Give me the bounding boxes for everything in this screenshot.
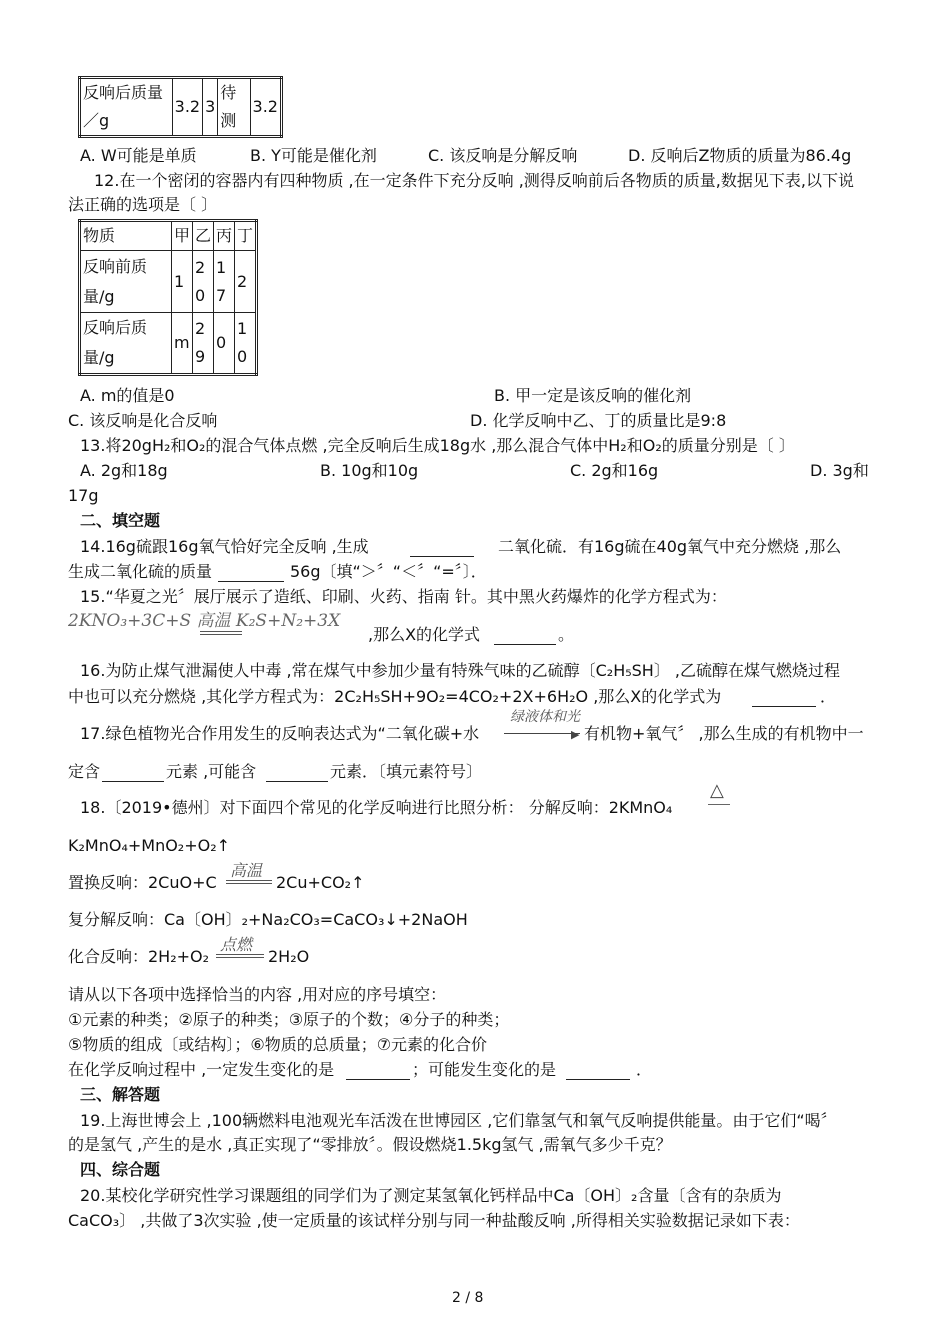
- q19-line1: 19.上海世博会上 ,100辆燃料电池观光车活泼在世博园区 ,它们靠氢气和氧气反响提供能量。由于它们“喝〞: [80, 1111, 837, 1130]
- table-cell: 10: [234, 313, 256, 375]
- table-top: [78, 76, 283, 138]
- q15-blank[interactable]: [494, 628, 556, 645]
- q14-line2b: 56g〔填“＞〞“＜〞“=〞〕．: [290, 562, 487, 581]
- arrow-right-icon: [504, 733, 580, 734]
- q16-line2b: ．: [820, 687, 837, 706]
- equals-sign-icon: [216, 954, 264, 958]
- q18-line1: 18.〔2019•德州〕对下面四个常见的化学反响进行比照分析： 分解反响：2KMnO₄: [80, 798, 673, 817]
- equals-sign-icon: [200, 631, 242, 635]
- table-cell: 反响后质量／g: [80, 78, 173, 137]
- table-cell: 待测: [218, 78, 250, 137]
- table-cell: 3.2: [172, 78, 202, 137]
- arrow-head-icon: ▶: [571, 728, 580, 741]
- q13-line1: 13.将20gH₂和O₂的混合气体点燃 ,完全反响后生成18g水 ,那么混合气体中H₂和O₂的质量分别是〔 〕: [80, 436, 795, 455]
- q18-options-2: ⑤物质的组成〔或结构〕；⑥物质的总质量；⑦元素的化合价: [68, 1035, 488, 1054]
- table-cell: 29: [192, 313, 213, 375]
- q18-substitution-tail: 2Cu+CO₂↑: [276, 873, 365, 892]
- q18-combination-tail: 2H₂O: [268, 947, 310, 966]
- q15-equation: 2KNO₃+3C+S 高温 K₂S+N₂+3X: [68, 611, 341, 631]
- q15-tail2: 。: [558, 625, 575, 644]
- q16-line1: 16.为防止煤气泄漏使人中毒 ,常在煤气中参加少量有特殊气味的乙硫醇〔C₂H₅SH〕 ,乙硫醇在煤气燃烧过程: [80, 661, 841, 680]
- table-header: 丙: [213, 221, 234, 251]
- table-cell: 3: [203, 78, 218, 137]
- q17-part1: 17.绿色植物光合作用发生的反响表达式为“二氧化碳+水: [80, 724, 480, 743]
- table-header: 甲: [171, 221, 192, 251]
- section-title-fill: 二、填空题: [80, 511, 161, 530]
- table-cell: 17: [213, 251, 234, 313]
- q14-line2a: 生成二氧化硫的质量: [68, 562, 213, 581]
- q11-option-a: A. W可能是单质: [80, 146, 197, 165]
- q14-line1a: 14.16g硫跟16g氧气恰好完全反响 ,生成: [80, 537, 369, 556]
- q12-option-a: A. m的值是0: [80, 386, 175, 405]
- q18-last-b: ；可能发生变化的是: [412, 1060, 557, 1079]
- q13-option-b: B. 10g和10g: [320, 461, 419, 480]
- condition-line: [708, 804, 730, 805]
- q13-option-d-cont: 17g: [68, 486, 99, 505]
- q15-line1: 15.“华夏之光〞展厅展示了造纸、印刷、火药、指南 针。其中黑火药爆炸的化学方程式为：: [80, 587, 727, 606]
- table-header: 物质: [80, 221, 172, 251]
- q12-option-d: D. 化学反响中乙、丁的质量比是9:8: [470, 411, 727, 430]
- equals-sign-icon: [226, 880, 272, 884]
- q18-substitution-label: 置换反响：2CuO+C: [68, 873, 217, 892]
- q14-blank-1[interactable]: [410, 540, 474, 557]
- table-q12: [78, 219, 258, 376]
- table-cell: 1: [171, 251, 192, 313]
- q18-blank-1[interactable]: [346, 1063, 410, 1080]
- q17-line2a: 定含: [68, 762, 101, 781]
- q16-blank[interactable]: [752, 690, 816, 707]
- delta-icon: △: [710, 780, 724, 801]
- q18-blank-2[interactable]: [566, 1063, 630, 1080]
- table-cell: 0: [213, 313, 234, 375]
- q18-instruction: 请从以下各项中选择恰当的内容 ,用对应的序号填空：: [68, 985, 447, 1004]
- q18-options-1: ①元素的种类；②原子的种类；③原子的个数；④分子的种类；: [68, 1010, 510, 1029]
- q17-part2: 有机物+氧气〞 ,那么生成的有机物中一: [584, 724, 864, 743]
- table-cell: 2: [234, 251, 256, 313]
- q20-line1: 20.某校化学研究性学习课题组的同学们为了测定某氢氧化钙样品中Ca〔OH〕₂含量〔含有的杂质为: [80, 1186, 782, 1205]
- section-title-answer: 三、解答题: [80, 1085, 161, 1104]
- q17-line2c: 元素．〔填元素符号〕: [330, 762, 483, 781]
- q12-option-b: B. 甲一定是该反响的催化剂: [494, 386, 692, 405]
- table-cell: m: [171, 313, 192, 375]
- q12-line2: 法正确的选项是〔 〕: [68, 195, 218, 214]
- table-header: 丁: [234, 221, 256, 251]
- section-title-composite: 四、综合题: [80, 1160, 161, 1179]
- q18-combination-cond: 点燃: [220, 935, 253, 954]
- q19-line2: 的是氢气 ,产生的是水 ,真正实现了“零排放〞。假设燃烧1.5kg氢气 ,需氧气多少千克？: [68, 1135, 672, 1154]
- q16-line2: 中也可以充分燃烧 ,其化学方程式为：2C₂H₅SH+9O₂=4CO₂+2X+6H₂O ,那么X的化学式为: [68, 687, 722, 706]
- table-header: 乙: [192, 221, 213, 251]
- q20-line2: CaCO₃〕 ,共做了3次实验 ,使一定质量的该试样分别与同一种盐酸反响 ,所得相关实验数据记录如下表：: [68, 1211, 800, 1230]
- q18-line2: K₂MnO₄+MnO₂+O₂↑: [68, 836, 231, 855]
- q17-blank-2[interactable]: [266, 765, 328, 782]
- q14-line1b: 二氧化硫．有16g硫在40g氧气中充分燃烧 ,那么: [498, 537, 842, 556]
- q18-double-decomp: 复分解反响：Ca〔OH〕₂+Na₂CO₃=CaCO₃↓+2NaOH: [68, 910, 468, 929]
- q11-option-b: B. Y可能是催化剂: [250, 146, 377, 165]
- page-number: 2 / 8: [452, 1290, 484, 1306]
- q18-substitution-cond: 高温: [230, 861, 263, 880]
- q13-option-a: A. 2g和18g: [80, 461, 168, 480]
- q11-option-c: C. 该反响是分解反响: [428, 146, 578, 165]
- table-cell: 反响后质量/g: [80, 313, 172, 375]
- q18-last-a: 在化学反响过程中 ,一定发生变化的是: [68, 1060, 335, 1079]
- q13-option-c: C. 2g和16g: [570, 461, 659, 480]
- q15-tail: ,那么X的化学式: [368, 625, 481, 644]
- q12-option-c: C. 该反响是化合反响: [68, 411, 218, 430]
- q18-combination-label: 化合反响：2H₂+O₂: [68, 947, 210, 966]
- q12-line1: 12.在一个密闭的容器内有四种物质 ,在一定条件下充分反响 ,测得反响前后各物质的质量,数据见下表,以下说: [94, 171, 854, 190]
- table-cell: 反响前质量/g: [80, 251, 172, 313]
- q17-line2b: 元素 ,可能含: [166, 762, 257, 781]
- q11-option-d: D. 反响后Z物质的质量为86.4g: [628, 146, 852, 165]
- q17-blank-1[interactable]: [102, 765, 164, 782]
- q17-condition: 绿液体和光: [510, 709, 580, 725]
- table-cell: 3.2: [250, 78, 281, 137]
- q14-blank-2[interactable]: [218, 565, 284, 582]
- table-cell: 20: [192, 251, 213, 313]
- q13-option-d: D. 3g和: [810, 461, 869, 480]
- q18-last-c: ．: [636, 1060, 653, 1079]
